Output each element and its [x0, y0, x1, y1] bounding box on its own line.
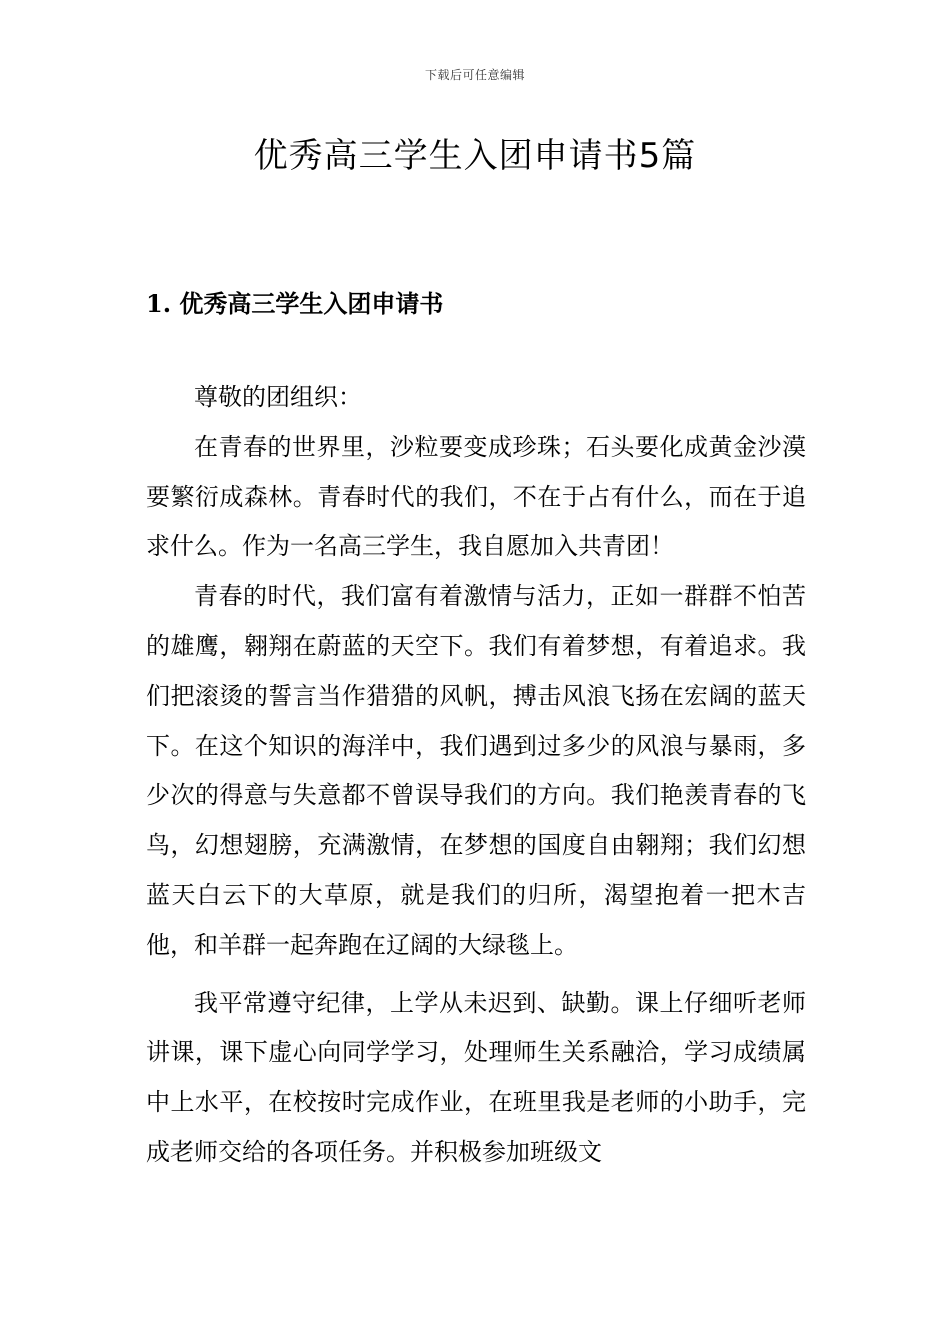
section-heading: 1. 优秀高三学生入团申请书	[146, 289, 444, 318]
letter-paragraph-1: 在青春的世界里，沙粒要变成珍珠；石头要化成黄金沙漠要繁衍成森林。青春时代的我们，不在于占有什么，而在于追求什么。作为一名高三学生，我自愿加入共青团！	[146, 432, 806, 561]
letter-salutation: 尊敬的团组织：	[194, 383, 362, 411]
header-note: 下载后可任意编辑	[424, 68, 525, 82]
letter-body	[146, 373, 806, 1178]
letter-paragraph-3: 我平常遵守纪律，上学从未迟到、缺勤。课上仔细听老师讲课，课下虚心向同学学习，处理师生关系融洽，学习成绩属中上水平，在校按时完成作业，在班里我是老师的小助手，完成老师交给的各项任务。并积极参加班级文	[146, 988, 806, 1166]
letter-paragraph-2: 青春的时代，我们富有着激情与活力，正如一群群不怕苦的雄鹰，翱翔在蔚蓝的天空下。我们有着梦想，有着追求。我们把滚烫的誓言当作猎猎的风帆，搏击风浪飞扬在宏阔的蓝天下。在这个知识的海洋中，我们遇到过多少的风浪与暴雨，多少次的得意与失意都不曾误导我们的方向。我们艳羡青春的飞鸟，幻想翅膀，充满激情，在梦想的国度自由翱翔；我们幻想蓝天白云下的大草原，就是我们的归所，渴望抱着一把木吉他，和羊群一起奔跑在辽阔的大绿毯上。	[146, 582, 806, 959]
document-title: 优秀高三学生入团申请书5篇	[253, 136, 697, 176]
